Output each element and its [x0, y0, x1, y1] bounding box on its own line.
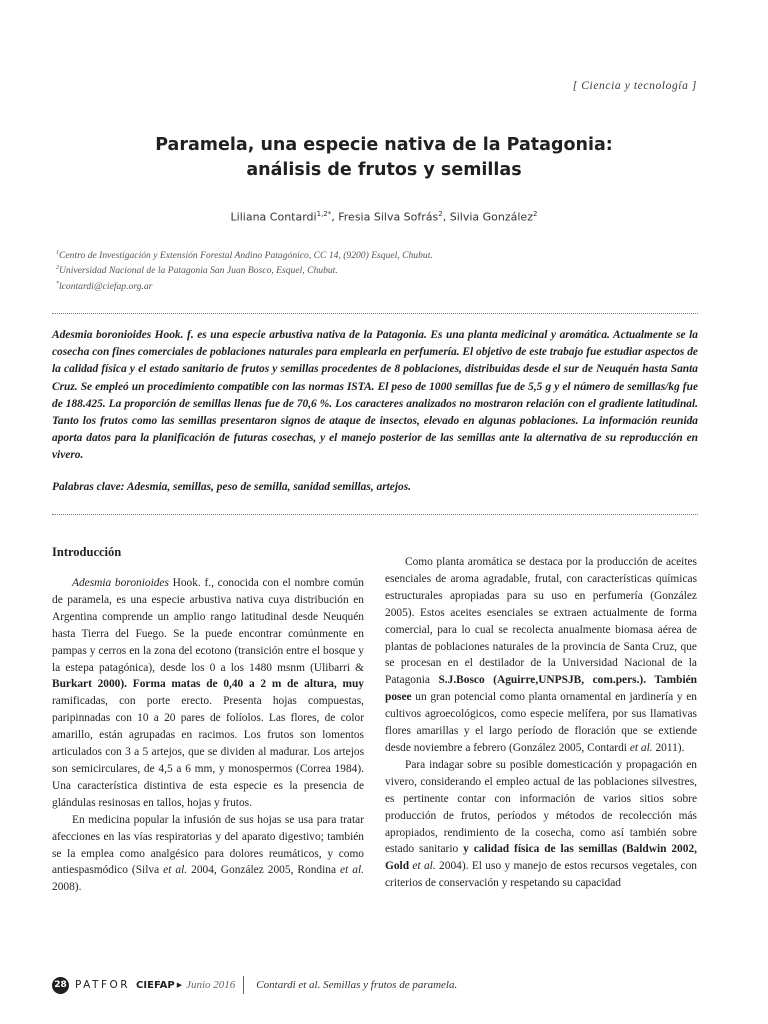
section-heading-introduction: Introducción — [52, 545, 122, 559]
keywords: Palabras clave: Adesmia, semillas, peso de semilla, sanidad semillas, artejos. — [52, 481, 411, 493]
affiliation-mark: * — [56, 280, 59, 287]
running-reference: Contardi et al. Semillas y frutos de paramela. — [256, 979, 458, 991]
author-list — [0, 210, 768, 224]
text-run: Para indagar sobre su posible domesticación y propagación en vivero, considerando el empleo actual de las poblaciones silvestres, es pertinente contar con información de varios sitios sobre producción de frutos, períodos y métodos de recolección más apropiados, rendimiento de la cosecha, como así también sobre estado sanitario — [385, 758, 697, 856]
page-number: 28 — [52, 977, 69, 994]
left-column — [52, 575, 364, 896]
author-name: Liliana Contardi — [230, 210, 317, 224]
affiliation-mark: 2 — [56, 265, 59, 272]
text-run: un gran potencial como planta ornamental en jardinería y en cultivos agroecológicos, como especie melífera, por sus llamativas flores amarillas y el largo período de floración que se extiende desde noviembre a febrero (González 2005, Contardi — [385, 691, 697, 754]
species-name: Adesmia boronioides — [72, 577, 169, 589]
italic-text-run: et al. — [409, 860, 436, 873]
right-column — [385, 554, 697, 892]
text-run: En medicina popular la infusión de sus hojas se usa para tratar afecciones en las vías respiratorias y del aparato digestivo; también se la emplea como analgésico para dolores reumáticos, y como antiespasmódico (Silva — [52, 813, 364, 877]
title-line-1: Paramela, una especie nativa de la Patagonia: — [155, 135, 613, 155]
text-run: 2011). — [652, 741, 685, 754]
text-run: ramificadas, con porte erecto. Presenta hojas compuestas, paripinnadas con 10 a 20 pares de folíolos. Las flores, de color amarillo, están agrupadas en racimos. Los frutos son lomentos articulados con 3 a 5 artejos, que se dividen al madurar. Los artejos son semicirculares, de 4,5 a 6 mm, y monospermos (Correa 1984). Una característica distintiva de esta especie es la presencia de glándulas resinosas en tallos, hojas y frutos. — [52, 695, 364, 809]
author-affiliation-mark: 2 — [532, 210, 538, 218]
paragraph — [385, 757, 697, 892]
bold-text-run: Burkart 2000). Forma matas de 0,40 a 2 m de altura, muy — [52, 678, 364, 691]
footer-divider — [243, 976, 244, 994]
abstract: Adesmia boronioides Hook. f. es una especie arbustiva nativa de la Patagonia. Es una planta medicinal y aromática. Actualmente se la cosecha con fines comerciales de poblaciones naturales para emplearla en perfumería. El objetivo de este trabajo fue estudiar aspectos de la calidad física y el estado sanitario de frutos y semillas procedentes de 8 poblaciones, distribuidas desde el sur de Neuquén hasta Santa Cruz. Se empleó un procedimiento compatible con las normas ISTA. El peso de 1000 semillas fue de 5,5 g y el número de semillas/kg fue de 188.425. La proporción de semillas llenas fue de 70,6 %. Los caracteres analizados no mostraron relación con el gradiente latitudinal. Tanto los frutos como las semillas presentaron signos de ataque de insectos, elevado en algunas poblaciones. La información reunida aporta datos para la planificación de futuras cosechas, y el manejo posterior de las semillas ante la alternativa de su reproducción en vivero. — [52, 329, 698, 462]
affiliation-line — [56, 278, 433, 293]
author-name: , Silvia González — [442, 210, 533, 224]
paragraph — [52, 575, 364, 812]
issue-date: Junio 2016 — [186, 979, 236, 991]
affiliations — [56, 247, 433, 293]
affiliation-text: Centro de Investigación y Extensión Forestal Andino Patagónico, CC 14, (9200) Esquel, Chubut. — [59, 250, 433, 262]
divider-bottom — [52, 514, 698, 515]
divider-top — [52, 313, 698, 314]
author-affiliation-mark: 2 — [438, 210, 443, 218]
arrow-icon: ▶ — [176, 981, 183, 989]
contact-email: lcontardi@ciefap.org.ar — [59, 281, 153, 293]
title-line-2: análisis de frutos y semillas — [246, 160, 522, 180]
text-run: 2004). El uso y manejo de estos recursos vegetales, con criterios de conservación y respetando su capacidad — [385, 860, 697, 890]
bold-text-run: y calidad física de las semillas (Baldwin 2002, Gold — [385, 843, 697, 873]
journal-name: PATFOR — [75, 979, 131, 991]
paragraph — [385, 554, 697, 757]
text-run: 2004, González 2005, Rondina — [187, 864, 341, 877]
italic-text-run: et al. — [629, 741, 653, 754]
author-affiliation-mark: 1,2* — [316, 210, 332, 218]
text-run: Como planta aromática se destaca por la producción de aceites esenciales de aroma agradable, frutal, con características químicas estructurales apropiadas para su uso en perfumería (González 2005). Estos aceites esenciales se extraen actualmente de forma comercial, para lo cual se recolecta anualmente biomasa aérea de plantas de poblaciones naturales de la provincia de Santa Cruz, que se procesan en el destilador de la Universidad Nacional de la Patagonia — [385, 556, 697, 687]
italic-text-run: et al. — [340, 864, 364, 877]
italic-text-run: et al. — [163, 864, 188, 877]
author-name: , Fresia Silva Sofrás — [331, 210, 439, 224]
affiliation-line — [56, 262, 433, 277]
institution-logo: CIEFAP — [136, 979, 175, 991]
text-run: Hook. f., conocida con el nombre común de paramela, es una especie arbustiva nativa cuya distribución en Argentina comprende un amplio rango latitudinal desde Neuquén hasta Tierra del Fuego. Se la puede encontrar comúnmente en pampas y cerros en la zona del ecotono (transición entre el bosque y la estepa patagónica), desde los 0 a los 1480 msnm (Ulibarri & — [52, 577, 364, 674]
bold-text-run: S.J.Bosco (Aguirre,UNPSJB, com.pers.). También posee — [385, 674, 698, 704]
paragraph — [52, 812, 364, 897]
affiliation-line — [56, 247, 433, 262]
article-title — [0, 133, 768, 183]
section-tag: [ Ciencia y tecnología ] — [572, 80, 697, 92]
affiliation-mark: 1 — [56, 250, 59, 256]
text-run: 2008). — [52, 881, 82, 894]
page-footer — [52, 975, 457, 995]
affiliation-text: Universidad Nacional de la Patagonia San Juan Bosco, Esquel, Chubut. — [59, 265, 338, 277]
